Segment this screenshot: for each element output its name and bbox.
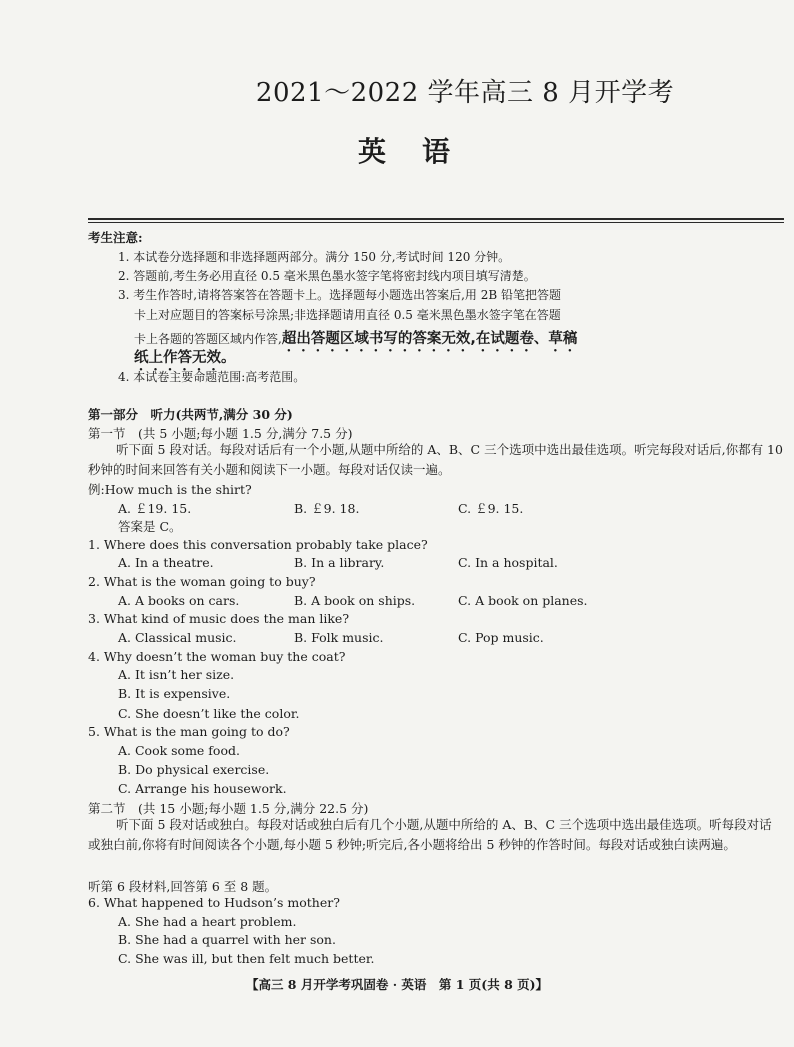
question-3-option-b: B. Folk music. <box>294 630 384 645</box>
question-5-option-a: A. Cook some food. <box>118 743 240 758</box>
example-option-c: C. ￡9. 15. <box>458 501 524 516</box>
section-1-instructions: 听下面 5 段对话。每段对话后有一个小题,从题中所给的 A、B、C 三个选项中选出最佳选项。听完每段对话后,你都有 10 秒钟的时间来回答有关小题和阅读下一小题。每段对话仅读一遍。 <box>88 442 783 477</box>
material-6-intro: 听第 6 段材料,回答第 6 至 8 题。 <box>88 879 278 894</box>
notice-item-3-line-3-plain: 卡上各题的答题区域内作答, <box>134 332 282 346</box>
question-4-option-b: B. It is expensive. <box>118 686 231 701</box>
notice-emphasis-text: 超出答题区域书写的答案无效,在试题卷、草稿 <box>281 331 578 347</box>
question-5-option-b: B. Do physical exercise. <box>118 762 270 777</box>
question-3: 3. What kind of music does the man like? <box>88 611 350 626</box>
question-4-option-a: A. It isn’t her size. <box>118 667 235 682</box>
question-6-option-c: C. She was ill, but then felt much better. <box>118 951 375 966</box>
header-divider <box>88 218 784 220</box>
question-6: 6. What happened to Hudson’s mother? <box>88 895 340 910</box>
question-5-option-c: C. Arrange his housework. <box>118 781 287 796</box>
question-4-option-c: C. She doesn’t like the color. <box>118 706 300 721</box>
example-option-a: A. ￡19. 15. <box>118 501 192 516</box>
notice-item-3-line-4: 纸上作答无效。 <box>134 350 236 366</box>
question-3-option-c: C. Pop music. <box>458 630 544 645</box>
section-1-heading: 第一节 (共 5 小题;每小题 1.5 分,满分 7.5 分) <box>88 426 353 441</box>
question-6-option-b: B. She had a quarrel with her son. <box>118 932 336 947</box>
example-option-b: B. ￡9. 18. <box>294 501 360 516</box>
question-2-option-b: B. A book on ships. <box>294 593 416 608</box>
question-2-option-a: A. A books on cars. <box>118 593 240 608</box>
question-1: 1. Where does this conversation probably take place? <box>88 537 428 552</box>
example-question: 例:How much is the shirt? <box>88 482 252 497</box>
header-divider-thin <box>88 222 784 223</box>
notice-item-3-line-1: 3. 考生作答时,请将答案答在答题卡上。选择题每小题选出答案后,用 2B 铅笔把答题 <box>118 288 561 302</box>
question-2-option-c: C. A book on planes. <box>458 593 588 608</box>
notice-heading: 考生注意: <box>88 230 143 245</box>
question-5: 5. What is the man going to do? <box>88 724 290 739</box>
notice-item-2: 2. 答题前,考生务必用直径 0.5 毫米黑色墨水签字笔将密封线内项目填写清楚。 <box>118 269 536 283</box>
question-2: 2. What is the woman going to buy? <box>88 574 316 589</box>
subject-title: 英语 <box>357 135 486 168</box>
notice-item-4: 4. 本试卷主要命题范围:高考范围。 <box>118 370 306 384</box>
page-footer: 【高三 8 月开学考巩固卷 · 英语 第 1 页(共 8 页)】 <box>245 977 549 992</box>
notice-item-3-line-2: 卡上对应题目的答案标号涂黑;非选择题请用直径 0.5 毫米黑色墨水签字笔在答题 <box>134 308 561 322</box>
notice-item-1: 1. 本试卷分选择题和非选择题两部分。满分 150 分,考试时间 120 分钟。 <box>118 250 511 264</box>
example-answer: 答案是 C。 <box>118 519 182 534</box>
exam-title: 2021～2022 学年高三 8 月开学考 <box>255 78 675 108</box>
section-2-heading: 第二节 (共 15 小题;每小题 1.5 分,满分 22.5 分) <box>88 801 369 816</box>
question-3-option-a: A. Classical music. <box>118 630 237 645</box>
question-1-option-c: C. In a hospital. <box>458 555 558 570</box>
question-6-option-a: A. She had a heart problem. <box>118 914 297 929</box>
question-4: 4. Why doesn’t the woman buy the coat? <box>88 649 346 664</box>
question-1-option-b: B. In a library. <box>294 555 385 570</box>
question-1-option-a: A. In a theatre. <box>118 555 214 570</box>
part-1-heading: 第一部分 听力(共两节,满分 30 分) <box>88 407 293 422</box>
section-2-instructions: 听下面 5 段对话或独白。每段对话或独白后有几个小题,从题中所给的 A、B、C 三个选项中选出最佳选项。听每段对话或独白前,你将有时间阅读各个小题,每小题 5 秒钟;听完后,各小题将给出 5 秒钟的作答时间。每段对话或独白读两遍。 <box>88 817 772 852</box>
